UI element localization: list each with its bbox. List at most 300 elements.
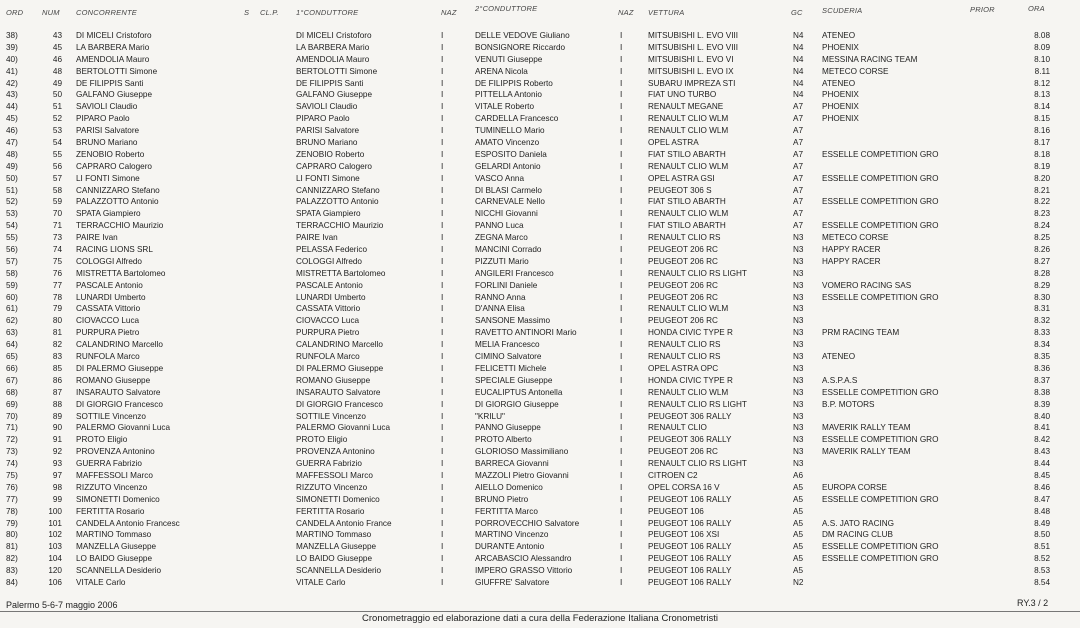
naz2-cell: I xyxy=(620,482,623,492)
ord-cell: 40) xyxy=(6,54,18,64)
num-cell: 83 xyxy=(52,352,62,362)
conduttore1-cell: MANZELLA Giuseppe xyxy=(296,542,377,552)
scuderia-cell: ATENEO xyxy=(822,352,856,362)
concorrente-cell: CANDELA Antonio Francesc xyxy=(76,518,180,528)
num-cell: 80 xyxy=(52,316,62,326)
concorrente-cell: AMENDOLIA Mauro xyxy=(76,54,150,64)
concorrente-cell: BRUNO Mariano xyxy=(76,138,138,148)
naz2-cell: I xyxy=(620,126,623,136)
col-naz2-header: NAZ xyxy=(618,8,634,17)
conduttore1-cell: DI PALERMO Giuseppe xyxy=(296,363,384,373)
gc-cell: N3 xyxy=(793,268,804,278)
table-row xyxy=(0,66,1080,78)
gc-cell: A5 xyxy=(793,554,804,564)
naz2-cell: I xyxy=(620,363,623,373)
conduttore1-cell: INSARAUTO Salvatore xyxy=(296,387,381,397)
naz2-cell: I xyxy=(620,78,623,88)
ord-cell: 75) xyxy=(6,470,18,480)
vettura-cell: RENAULT MEGANE xyxy=(648,102,724,112)
col-prior-header: PRIOR xyxy=(970,5,995,14)
conduttore2-cell: VASCO Anna xyxy=(475,173,524,183)
ora-cell: 8.13 xyxy=(1034,90,1050,100)
ord-cell: 61) xyxy=(6,304,18,314)
ord-cell: 44) xyxy=(6,102,18,112)
num-cell: 58 xyxy=(52,185,62,195)
conduttore1-cell: COLOGGI Alfredo xyxy=(296,256,362,266)
vettura-cell: RENAULT CLIO RS xyxy=(648,340,721,350)
conduttore1-cell: PAIRE Ivan xyxy=(296,233,338,243)
conduttore2-cell: GLORIOSO Massimiliano xyxy=(475,447,569,457)
num-cell: 56 xyxy=(52,161,62,171)
conduttore2-cell: RANNO Anna xyxy=(475,292,526,302)
gc-cell: A5 xyxy=(793,506,804,516)
ora-cell: 8.45 xyxy=(1034,470,1050,480)
scuderia-cell: ESSELLE COMPETITION GRO xyxy=(822,494,939,504)
naz2-cell: I xyxy=(620,54,623,64)
conduttore1-cell: RUNFOLA Marco xyxy=(296,352,360,362)
num-cell: 73 xyxy=(52,233,62,243)
naz1-cell: I xyxy=(441,245,444,255)
vettura-cell: PEUGEOT 306 S xyxy=(648,185,712,195)
vettura-cell: OPEL ASTRA OPC xyxy=(648,363,719,373)
table-row xyxy=(0,565,1080,577)
naz1-cell: I xyxy=(441,256,444,266)
table-row xyxy=(0,529,1080,541)
table-row xyxy=(0,268,1080,280)
naz2-cell: I xyxy=(620,66,623,76)
table-row xyxy=(0,494,1080,506)
vettura-cell: SUBARU IMPREZA STI xyxy=(648,78,736,88)
concorrente-cell: VITALE Carlo xyxy=(76,577,126,587)
num-cell: 104 xyxy=(48,554,62,564)
table-row xyxy=(0,137,1080,149)
conduttore2-cell: PROTO Alberto xyxy=(475,435,532,445)
conduttore1-cell: CALANDRINO Marcello xyxy=(296,340,383,350)
naz2-cell: I xyxy=(620,566,623,576)
ord-cell: 53) xyxy=(6,209,18,219)
gc-cell: N3 xyxy=(793,447,804,457)
ora-cell: 8.12 xyxy=(1034,78,1050,88)
scuderia-cell: MESSINA RACING TEAM xyxy=(822,54,918,64)
naz1-cell: I xyxy=(441,161,444,171)
conduttore2-cell: ANGILERI Francesco xyxy=(475,268,554,278)
concorrente-cell: LA BARBERA Mario xyxy=(76,42,150,52)
table-row xyxy=(0,411,1080,423)
conduttore2-cell: MELIA Francesco xyxy=(475,340,540,350)
ora-cell: 8.40 xyxy=(1034,411,1050,421)
concorrente-cell: PAIRE Ivan xyxy=(76,233,118,243)
concorrente-cell: SIMONETTI Domenico xyxy=(76,494,160,504)
num-cell: 70 xyxy=(52,209,62,219)
ora-cell: 8.15 xyxy=(1034,114,1050,124)
conduttore1-cell: PARISI Salvatore xyxy=(296,126,360,136)
conduttore1-cell: ZENOBIO Roberto xyxy=(296,149,365,159)
concorrente-cell: DI MICELI Cristoforo xyxy=(76,31,152,40)
conduttore1-cell: PROTO Eligio xyxy=(296,435,348,445)
conduttore1-cell: PALAZZOTTO Antonio xyxy=(296,197,379,207)
conduttore2-cell: PORROVECCHIO Salvatore xyxy=(475,518,580,528)
col-concorrente-header: CONCORRENTE xyxy=(76,8,137,17)
col-clp-header: CL.P. xyxy=(260,8,279,17)
scuderia-cell: ATENEO xyxy=(822,78,856,88)
scuderia-cell: ESSELLE COMPETITION GRO xyxy=(822,554,939,564)
gc-cell: N3 xyxy=(793,363,804,373)
ora-cell: 8.20 xyxy=(1034,173,1050,183)
conduttore2-cell: FORLINI Daniele xyxy=(475,280,538,290)
conduttore2-cell: ZEGNA Marco xyxy=(475,233,528,243)
num-cell: 90 xyxy=(52,423,62,433)
conduttore2-cell: TUMINELLO Mario xyxy=(475,126,545,136)
num-cell: 101 xyxy=(48,518,62,528)
naz2-cell: I xyxy=(620,138,623,148)
vettura-cell: RENAULT CLIO WLM xyxy=(648,114,729,124)
table-row xyxy=(0,42,1080,54)
concorrente-cell: RACING LIONS SRL xyxy=(76,245,153,255)
gc-cell: N4 xyxy=(793,54,804,64)
naz1-cell: I xyxy=(441,292,444,302)
table-row xyxy=(0,54,1080,66)
conduttore2-cell: GELARDI Antonio xyxy=(475,161,541,171)
ora-cell: 8.53 xyxy=(1034,566,1050,576)
vettura-cell: PEUGEOT 206 RC xyxy=(648,292,718,302)
col-vettura-header: VETTURA xyxy=(648,8,685,17)
ord-cell: 38) xyxy=(6,31,18,40)
conduttore1-cell: CASSATA Vittorio xyxy=(296,304,361,314)
conduttore1-cell: LO BAIDO Giuseppe xyxy=(296,554,372,564)
gc-cell: N2 xyxy=(793,577,804,587)
table-row xyxy=(0,30,1080,42)
conduttore2-cell: PANNO Luca xyxy=(475,221,524,231)
conduttore1-cell: DI GIORGIO Francesco xyxy=(296,399,383,409)
vettura-cell: PEUGEOT 206 RC xyxy=(648,316,718,326)
table-row xyxy=(0,506,1080,518)
conduttore2-cell: VITALE Roberto xyxy=(475,102,535,112)
gc-cell: A7 xyxy=(793,209,804,219)
ord-cell: 67) xyxy=(6,375,18,385)
naz2-cell: I xyxy=(620,233,623,243)
ord-cell: 63) xyxy=(6,328,18,338)
naz2-cell: I xyxy=(620,256,623,266)
ora-cell: 8.19 xyxy=(1034,161,1050,171)
ora-cell: 8.10 xyxy=(1034,54,1050,64)
scuderia-cell: ESSELLE COMPETITION GRO xyxy=(822,173,939,183)
num-cell: 46 xyxy=(52,54,62,64)
conduttore2-cell: AMATO Vincenzo xyxy=(475,138,540,148)
conduttore2-cell: MANCINI Corrado xyxy=(475,245,542,255)
gc-cell: A7 xyxy=(793,197,804,207)
scuderia-cell: PHOENIX xyxy=(822,102,859,112)
naz1-cell: I xyxy=(441,66,444,76)
table-row xyxy=(0,458,1080,470)
num-cell: 98 xyxy=(52,482,62,492)
table-row xyxy=(0,244,1080,256)
naz1-cell: I xyxy=(441,459,444,469)
naz2-cell: I xyxy=(620,221,623,231)
ord-cell: 78) xyxy=(6,506,18,516)
num-cell: 93 xyxy=(52,459,62,469)
concorrente-cell: LUNARDI Umberto xyxy=(76,292,146,302)
num-cell: 99 xyxy=(52,494,62,504)
conduttore1-cell: CANNIZZARO Stefano xyxy=(296,185,380,195)
conduttore2-cell: ARCABASCIO Alessandro xyxy=(475,554,572,564)
num-cell: 86 xyxy=(52,375,62,385)
ord-cell: 83) xyxy=(6,566,18,576)
naz2-cell: I xyxy=(620,518,623,528)
gc-cell: N3 xyxy=(793,256,804,266)
ora-cell: 8.26 xyxy=(1034,245,1050,255)
table-row xyxy=(0,470,1080,482)
footer-divider xyxy=(0,611,1080,612)
conduttore1-cell: SCANNELLA Desiderio xyxy=(296,566,382,576)
naz1-cell: I xyxy=(441,447,444,457)
naz1-cell: I xyxy=(441,554,444,564)
ora-cell: 8.36 xyxy=(1034,363,1050,373)
ord-cell: 56) xyxy=(6,245,18,255)
vettura-cell: RENAULT CLIO WLM xyxy=(648,304,729,314)
conduttore2-cell: DURANTE Antonio xyxy=(475,542,545,552)
conduttore1-cell: VITALE Carlo xyxy=(296,577,346,587)
num-cell: 55 xyxy=(52,149,62,159)
naz1-cell: I xyxy=(441,233,444,243)
ora-cell: 8.51 xyxy=(1034,542,1050,552)
gc-cell: N3 xyxy=(793,340,804,350)
conduttore2-cell: EUCALIPTUS Antonella xyxy=(475,387,563,397)
conduttore2-cell: "KRILU" xyxy=(475,411,505,421)
num-cell: 89 xyxy=(52,411,62,421)
vettura-cell: PEUGEOT 106 RALLY xyxy=(648,566,732,576)
conduttore2-cell: DI GIORGIO Giuseppe xyxy=(475,399,559,409)
concorrente-cell: COLOGGI Alfredo xyxy=(76,256,142,266)
naz1-cell: I xyxy=(441,352,444,362)
concorrente-cell: PROVENZA Antonino xyxy=(76,447,155,457)
scuderia-cell: ESSELLE COMPETITION GRO xyxy=(822,387,939,397)
ora-cell: 8.32 xyxy=(1034,316,1050,326)
ord-cell: 50) xyxy=(6,173,18,183)
ord-cell: 49) xyxy=(6,161,18,171)
scuderia-cell: EUROPA CORSE xyxy=(822,482,887,492)
conduttore1-cell: LUNARDI Umberto xyxy=(296,292,366,302)
vettura-cell: RENAULT CLIO WLM xyxy=(648,387,729,397)
scuderia-cell: ESSELLE COMPETITION GRO xyxy=(822,435,939,445)
table-row xyxy=(0,303,1080,315)
table-row xyxy=(0,482,1080,494)
table-row xyxy=(0,375,1080,387)
conduttore2-cell: ESPOSITO Daniela xyxy=(475,149,547,159)
ora-cell: 8.43 xyxy=(1034,447,1050,457)
ord-cell: 43) xyxy=(6,90,18,100)
vettura-cell: OPEL ASTRA xyxy=(648,138,699,148)
scuderia-cell: ESSELLE COMPETITION GRO xyxy=(822,292,939,302)
ord-cell: 68) xyxy=(6,387,18,397)
conduttore1-cell: PASCALE Antonio xyxy=(296,280,363,290)
ord-cell: 69) xyxy=(6,399,18,409)
ord-cell: 42) xyxy=(6,78,18,88)
conduttore1-cell: CAPRARO Calogero xyxy=(296,161,372,171)
ord-cell: 66) xyxy=(6,363,18,373)
conduttore2-cell: RAVETTO ANTINORI Mario xyxy=(475,328,577,338)
table-row xyxy=(0,161,1080,173)
gc-cell: N4 xyxy=(793,78,804,88)
col-conduttore2-header: 2°CONDUTTORE xyxy=(475,4,538,13)
concorrente-cell: CIOVACCO Luca xyxy=(76,316,140,326)
naz2-cell: I xyxy=(620,352,623,362)
ord-cell: 79) xyxy=(6,518,18,528)
gc-cell: N3 xyxy=(793,435,804,445)
scuderia-cell: ATENEO xyxy=(822,31,856,40)
ord-cell: 58) xyxy=(6,268,18,278)
concorrente-cell: PARISI Salvatore xyxy=(76,126,140,136)
col-conduttore1-header: 1°CONDUTTORE xyxy=(296,8,359,17)
vettura-cell: CITROEN C2 xyxy=(648,470,698,480)
ord-cell: 77) xyxy=(6,494,18,504)
vettura-cell: FIAT STILO ABARTH xyxy=(648,149,726,159)
num-cell: 50 xyxy=(52,90,62,100)
num-cell: 52 xyxy=(52,114,62,124)
naz1-cell: I xyxy=(441,577,444,587)
conduttore1-cell: RIZZUTO Vincenzo xyxy=(296,482,368,492)
num-cell: 43 xyxy=(52,31,62,40)
ora-cell: 8.17 xyxy=(1034,138,1050,148)
vettura-cell: RENAULT CLIO RS xyxy=(648,233,721,243)
ord-cell: 70) xyxy=(6,411,18,421)
conduttore2-cell: ARENA Nicola xyxy=(475,66,528,76)
conduttore2-cell: NICCHI Giovanni xyxy=(475,209,538,219)
gc-cell: A7 xyxy=(793,161,804,171)
ord-cell: 72) xyxy=(6,435,18,445)
vettura-cell: OPEL CORSA 16 V xyxy=(648,482,720,492)
concorrente-cell: ROMANO Giuseppe xyxy=(76,375,151,385)
naz2-cell: I xyxy=(620,494,623,504)
conduttore1-cell: SOTTILE Vincenzo xyxy=(296,411,366,421)
num-cell: 92 xyxy=(52,447,62,457)
ord-cell: 71) xyxy=(6,423,18,433)
scuderia-cell: METECO CORSE xyxy=(822,233,889,243)
ora-cell: 8.24 xyxy=(1034,221,1050,231)
naz2-cell: I xyxy=(620,90,623,100)
gc-cell: A5 xyxy=(793,494,804,504)
gc-cell: A5 xyxy=(793,542,804,552)
conduttore1-cell: PROVENZA Antonino xyxy=(296,447,375,457)
concorrente-cell: TERRACCHIO Maurizio xyxy=(76,221,164,231)
conduttore2-cell: DELLE VEDOVE Giuliano xyxy=(475,31,570,40)
conduttore1-cell: PELASSA Federico xyxy=(296,245,367,255)
table-row xyxy=(0,125,1080,137)
concorrente-cell: SPATA Giampiero xyxy=(76,209,141,219)
num-cell: 120 xyxy=(48,566,62,576)
page-number: RY.3 / 2 xyxy=(1017,598,1049,608)
table-row xyxy=(0,220,1080,232)
naz2-cell: I xyxy=(620,316,623,326)
table-row xyxy=(0,101,1080,113)
conduttore1-cell: SPATA Giampiero xyxy=(296,209,361,219)
gc-cell: A7 xyxy=(793,138,804,148)
ord-cell: 51) xyxy=(6,185,18,195)
vettura-cell: MITSUBISHI L. EVO IX xyxy=(648,66,734,76)
col-s-header: S xyxy=(244,8,250,17)
vettura-cell: PEUGEOT 206 RC xyxy=(648,256,718,266)
vettura-cell: PEUGEOT 106 XSI xyxy=(648,530,720,540)
vettura-cell: PEUGEOT 106 RALLY xyxy=(648,554,732,564)
col-num-header: NUM xyxy=(42,8,60,17)
table-row xyxy=(0,185,1080,197)
naz1-cell: I xyxy=(441,363,444,373)
naz2-cell: I xyxy=(620,280,623,290)
num-cell: 49 xyxy=(52,78,62,88)
table-row xyxy=(0,173,1080,185)
conduttore2-cell: BONSIGNORE Riccardo xyxy=(475,42,566,52)
table-row xyxy=(0,446,1080,458)
gc-cell: N3 xyxy=(793,328,804,338)
gc-cell: A7 xyxy=(793,221,804,231)
num-cell: 51 xyxy=(52,102,62,112)
concorrente-cell: MISTRETTA Bartolomeo xyxy=(76,268,166,278)
ora-cell: 8.21 xyxy=(1034,185,1050,195)
num-cell: 45 xyxy=(52,42,62,52)
table-row xyxy=(0,196,1080,208)
conduttore2-cell: MAZZOLI Pietro Giovanni xyxy=(475,470,569,480)
vettura-cell: PEUGEOT 106 RALLY xyxy=(648,577,732,587)
naz1-cell: I xyxy=(441,102,444,112)
naz2-cell: I xyxy=(620,328,623,338)
table-row xyxy=(0,577,1080,589)
vettura-cell: MITSUBISHI L. EVO VI xyxy=(648,54,734,64)
col-scuderia-header: SCUDERIA xyxy=(822,6,863,15)
naz1-cell: I xyxy=(441,42,444,52)
place-date: Palermo 5-6-7 maggio 2006 xyxy=(6,600,118,610)
table-row xyxy=(0,292,1080,304)
naz1-cell: I xyxy=(441,316,444,326)
naz2-cell: I xyxy=(620,399,623,409)
conduttore1-cell: CIOVACCO Luca xyxy=(296,316,360,326)
naz1-cell: I xyxy=(441,185,444,195)
ord-cell: 62) xyxy=(6,316,18,326)
ora-cell: 8.37 xyxy=(1034,375,1050,385)
concorrente-cell: PROTO Eligio xyxy=(76,435,128,445)
conduttore1-cell: MARTINO Tommaso xyxy=(296,530,372,540)
conduttore1-cell: PIPARO Paolo xyxy=(296,114,350,124)
scuderia-cell: ESSELLE COMPETITION GRO xyxy=(822,197,939,207)
gc-cell: A5 xyxy=(793,518,804,528)
naz2-cell: I xyxy=(620,185,623,195)
gc-cell: N4 xyxy=(793,66,804,76)
concorrente-cell: CALANDRINO Marcello xyxy=(76,340,163,350)
ora-cell: 8.22 xyxy=(1034,197,1050,207)
vettura-cell: FIAT STILO ABARTH xyxy=(648,197,726,207)
naz1-cell: I xyxy=(441,328,444,338)
gc-cell: N3 xyxy=(793,423,804,433)
naz1-cell: I xyxy=(441,340,444,350)
ora-cell: 8.47 xyxy=(1034,494,1050,504)
vettura-cell: PEUGEOT 106 RALLY xyxy=(648,518,732,528)
num-cell: 53 xyxy=(52,126,62,136)
num-cell: 85 xyxy=(52,363,62,373)
gc-cell: A5 xyxy=(793,482,804,492)
vettura-cell: PEUGEOT 306 RALLY xyxy=(648,435,732,445)
ord-cell: 48) xyxy=(6,149,18,159)
conduttore1-cell: DE FILIPPIS Santi xyxy=(296,78,364,88)
vettura-cell: RENAULT CLIO WLM xyxy=(648,209,729,219)
ord-cell: 60) xyxy=(6,292,18,302)
col-ora-header: ORA xyxy=(1028,4,1045,13)
table-row xyxy=(0,518,1080,530)
ora-cell: 8.42 xyxy=(1034,435,1050,445)
table-row xyxy=(0,541,1080,553)
conduttore2-cell: GIUFFRE' Salvatore xyxy=(475,577,550,587)
ord-cell: 39) xyxy=(6,42,18,52)
naz2-cell: I xyxy=(620,149,623,159)
vettura-cell: RENAULT CLIO RS LIGHT xyxy=(648,399,747,409)
ord-cell: 54) xyxy=(6,221,18,231)
